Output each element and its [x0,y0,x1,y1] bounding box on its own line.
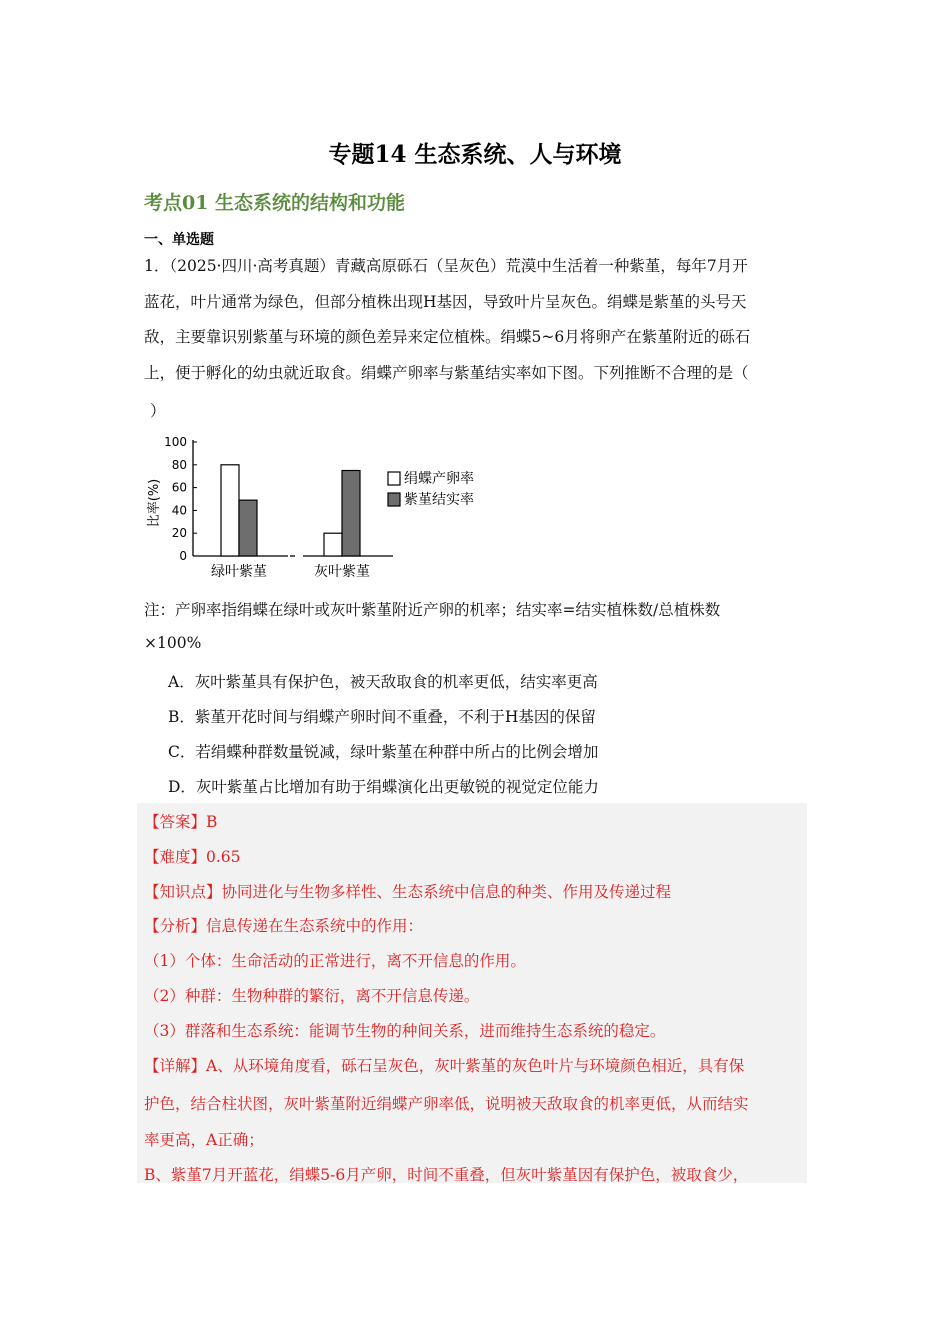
x-tick-label: 灰叶紫堇 [314,564,370,580]
option-b[interactable]: B．紫堇开花时间与绢蝶产卵时间不重叠，不利于H基因的保留 [168,708,596,726]
x-tick-label: 绿叶紫堇 [211,564,267,580]
legend-label: 绢蝶产卵率 [404,471,474,487]
legend-swatch [388,493,400,506]
analysis-value: 信息传递在生态系统中的作用： [206,917,424,935]
section-title: 考点01 生态系统的结构和功能 [144,192,406,214]
y-tick-label: 80 [171,457,187,472]
detail-tag: 【详解】 [144,1057,207,1075]
answer-value: B [206,813,218,831]
option-d[interactable]: D．灰叶紫堇占比增加有助于绢蝶演化出更敏锐的视觉定位能力 [168,778,599,796]
y-tick-label: 40 [171,503,187,518]
y-tick-label: 100 [164,435,187,449]
answer-tag: 【答案】 [144,813,207,831]
knowledge-value: 协同进化与生物多样性、生态系统中信息的种类、作用及传递过程 [221,883,672,901]
bar-chart [138,428,498,588]
detail-line: B、紫堇7月开蓝花，绢蝶5-6月产卵，时间不重叠，但灰叶紫堇因有保护色，被取食少， [144,1166,749,1184]
question-type-heading: 一、单选题 [144,232,214,248]
detail-row [144,1054,744,1076]
difficulty-row [144,845,241,867]
question-line: ） [150,402,166,420]
bar [221,465,239,556]
y-tick-label: 0 [179,549,187,563]
legend-swatch [388,472,400,485]
knowledge-row [144,880,671,902]
knowledge-tag: 【知识点】 [144,883,222,901]
question-line: 蓝花，叶片通常为绿色，但部分植株出现H基因，导致叶片呈灰色。绢蝶是紫堇的头号天 [144,293,747,311]
y-tick-label: 60 [171,480,187,495]
answer-row [144,810,217,832]
bar [324,533,342,556]
difficulty-value: 0.65 [206,848,241,866]
note-line: ×100% [144,634,202,652]
detail-text: A、从环境角度看，砾石呈灰色，灰叶紫堇的灰色叶片与环境颜色相近，具有保 [206,1057,745,1075]
detail-line: 护色，结合柱状图，灰叶紫堇附近绢蝶产卵率低，说明被天敌取食的机率更低，从而结实 [144,1095,749,1113]
analysis-point: （1）个体：生命活动的正常进行，离不开信息的作用。 [144,952,526,970]
option-a[interactable]: A．灰叶紫堇具有保护色，被天敌取食的机率更低，结实率更高 [168,673,598,691]
analysis-tag: 【分析】 [144,917,207,935]
bar-chart-svg [138,428,498,588]
detail-line: 率更高，A正确； [144,1131,264,1149]
analysis-point: （2）种群：生物种群的繁衍，离不开信息传递。 [144,987,480,1005]
note-line: 注：产卵率指绢蝶在绿叶或灰叶紫堇附近产卵的机率；结实率=结实植株数/总植株数 [144,601,721,619]
y-tick-label: 20 [171,526,187,541]
question-line: 1．（2025·四川·高考真题）青藏高原砾石（呈灰色）荒漠中生活着一种紫堇，每年7月开 [144,257,748,275]
analysis-point: （3）群落和生态系统：能调节生物的种间关系，进而维持生态系统的稳定。 [144,1022,666,1040]
analysis-row [144,914,423,936]
question-line: 敌，主要靠识别紫堇与环境的颜色差异来定位植株。绢蝶5~6月将卵产在紫堇附近的砾石 [144,328,751,346]
legend-label: 紫堇结实率 [404,492,474,508]
difficulty-tag: 【难度】 [144,848,207,866]
option-c[interactable]: C．若绢蝶种群数量锐减，绿叶紫堇在种群中所占的比例会增加 [168,743,599,761]
bar [239,500,257,556]
y-axis-label: 比率(%) [147,478,162,528]
question-line: 上，便于孵化的幼虫就近取食。绢蝶产卵率与紫堇结实率如下图。下列推断不合理的是（ [144,364,749,382]
page-title: 专题14 生态系统、人与环境 [328,141,622,168]
bar [342,471,360,557]
